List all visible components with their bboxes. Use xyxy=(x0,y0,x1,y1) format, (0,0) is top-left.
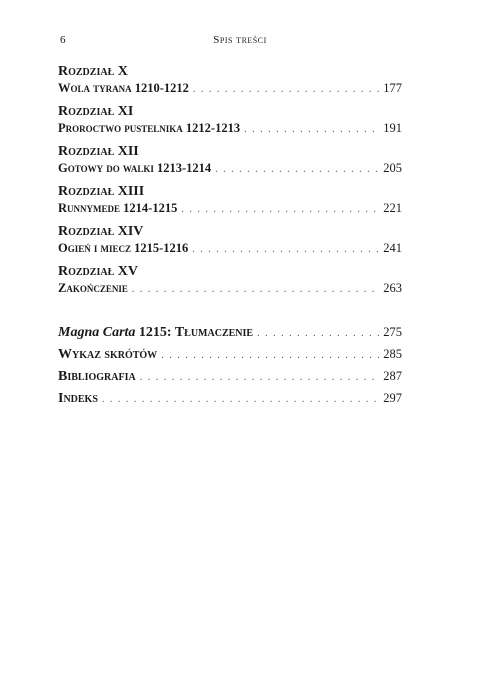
entry-title: Wykaz skrótów xyxy=(58,347,158,362)
chapter-label: Rozdział XV xyxy=(58,264,138,279)
dot-leader xyxy=(132,282,379,298)
toc-chapter-15 xyxy=(58,264,402,298)
entry-page: 205 xyxy=(383,161,402,175)
page-number: 6 xyxy=(60,34,66,46)
entry-title: Zakończenie xyxy=(58,281,128,295)
chapter-label: Rozdział XIII xyxy=(58,184,145,199)
entry-page: 287 xyxy=(383,369,402,383)
chapter-label: Rozdział XII xyxy=(58,144,139,159)
toc-entry-index xyxy=(58,388,402,410)
entry-title: Gotowy do walki 1213-1214 xyxy=(58,161,212,175)
toc-entry xyxy=(58,200,402,218)
entry-page: 221 xyxy=(383,201,402,215)
back-matter xyxy=(58,322,402,410)
toc-entry-abbreviations xyxy=(58,344,402,366)
entry-page: 263 xyxy=(383,281,402,295)
dot-leader xyxy=(102,390,379,410)
toc-chapter-12 xyxy=(58,144,402,178)
entry-page: 285 xyxy=(383,347,402,361)
dot-leader xyxy=(140,368,380,388)
entry-page: 297 xyxy=(383,391,402,405)
dot-leader xyxy=(181,202,379,218)
toc-entry xyxy=(58,120,402,138)
toc-entry xyxy=(58,240,402,258)
dot-leader xyxy=(161,346,379,366)
entry-page: 241 xyxy=(383,241,402,255)
chapter-label: Rozdział XIV xyxy=(58,224,144,239)
entry-title-italic: Magna Carta xyxy=(58,325,136,340)
entry-page: 191 xyxy=(383,121,402,135)
toc-chapter-10 xyxy=(58,64,402,98)
toc-entry-bibliography xyxy=(58,366,402,388)
entry-title: Runnymede 1214-1215 xyxy=(58,201,178,215)
entry-page: 275 xyxy=(383,325,402,339)
entry-title: Ogień i miecz 1215-1216 xyxy=(58,241,189,255)
toc-entry xyxy=(58,280,402,298)
entry-title: Proroctwo pustelnika 1212-1213 xyxy=(58,121,241,135)
toc-chapter-13 xyxy=(58,184,402,218)
chapter-label: Rozdział X xyxy=(58,64,128,79)
entry-title: Bibliografia xyxy=(58,369,136,384)
entry-title: Wola tyrana 1210-1212 xyxy=(58,81,189,95)
running-head xyxy=(60,34,420,48)
dot-leader xyxy=(244,122,379,138)
entry-title: Indeks xyxy=(58,391,98,406)
dot-leader xyxy=(193,82,379,98)
dot-leader xyxy=(257,324,379,344)
dot-leader xyxy=(192,242,379,258)
dot-leader xyxy=(215,162,379,178)
toc-chapter-11 xyxy=(58,104,402,138)
section-title: Spis treści xyxy=(213,34,267,46)
table-of-contents xyxy=(58,64,402,410)
entry-title-rest: 1215: Tłumaczenie xyxy=(135,325,254,340)
toc-entry xyxy=(58,160,402,178)
chapter-label: Rozdział XI xyxy=(58,104,134,119)
toc-entry-magna-carta xyxy=(58,322,402,344)
toc-chapter-14 xyxy=(58,224,402,258)
toc-entry xyxy=(58,80,402,98)
entry-page: 177 xyxy=(383,81,402,95)
entry-title xyxy=(58,323,253,343)
